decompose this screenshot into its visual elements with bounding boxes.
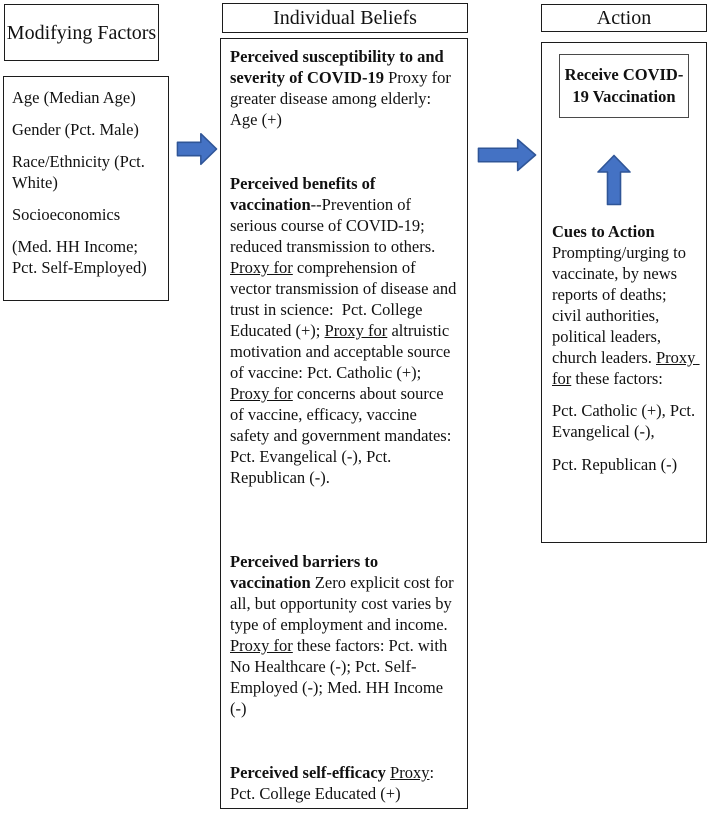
receive-vaccination-label: Receive COVID-19 Vaccination [564, 65, 684, 106]
modifying-factor-item: Age (Median Age) [12, 88, 136, 107]
modifying-factors-title: Modifying Factors [6, 21, 157, 44]
modifying-factors-box [3, 76, 169, 301]
modifying-factors-title-box [4, 4, 159, 61]
belief-barriers-paragraph: Perceived barriers to vaccination Zero explicit cost for all, but opportunity cost varies by type of employment and income. Proxy for these factors: Pct. with No Healthcare (-); Pct. Self-Employed (-); Med. HH Income (-) [230, 552, 458, 718]
modifying-factor-item: Socioeconomics [12, 205, 121, 224]
belief-benefits-paragraph: Perceived benefits of vaccination--Prevention of serious course of COVID-19; reduced transmission to others. Proxy for comprehension of vector transmission of disease and trust in science: Pct. College Educated (+); Proxy for altruistic motivation and acceptable source of vaccine: Pct. Catholic (+); Proxy for concerns about source of vaccine, efficacy, vaccine safety and government mandates: Pct. Evangelical (-), Pct. Republican (-). [230, 174, 461, 487]
cues-proxy-item: Pct. Republican (-) [552, 455, 678, 474]
right-arrow-icon [477, 137, 537, 178]
individual-beliefs-box [220, 38, 468, 809]
receive-vaccination-box [559, 54, 689, 118]
modifying-factor-item: Race/Ethnicity (Pct. White) [12, 152, 149, 192]
action-title-box [541, 4, 707, 32]
action-box [541, 42, 707, 543]
cues-to-action-section [552, 221, 700, 475]
modifying-factor-item: Gender (Pct. Male) [12, 120, 139, 139]
up-arrow-icon [596, 154, 696, 206]
right-arrow-icon [176, 130, 218, 173]
cues-proxy-item: Pct. Catholic (+), Pct. Evangelical (-), [552, 401, 700, 441]
modifying-factor-item: (Med. HH Income; Pct. Self-Employed) [12, 237, 147, 277]
belief-susceptibility-paragraph: Perceived susceptibility to and severity of COVID-19 Proxy for greater disease among elderly: Age (+) [230, 47, 456, 129]
action-title: Action [596, 7, 652, 29]
individual-beliefs-title-box [222, 3, 468, 33]
cues-to-action-paragraph: Cues to Action Prompting/urging to vaccinate, by news reports of deaths; civil authorities, political leaders, church leaders. Proxy for these factors: [552, 222, 700, 388]
individual-beliefs-title: Individual Beliefs [273, 7, 417, 29]
belief-self-efficacy-paragraph: Perceived self-efficacy Proxy: Pct. College Educated (+) [230, 763, 439, 803]
